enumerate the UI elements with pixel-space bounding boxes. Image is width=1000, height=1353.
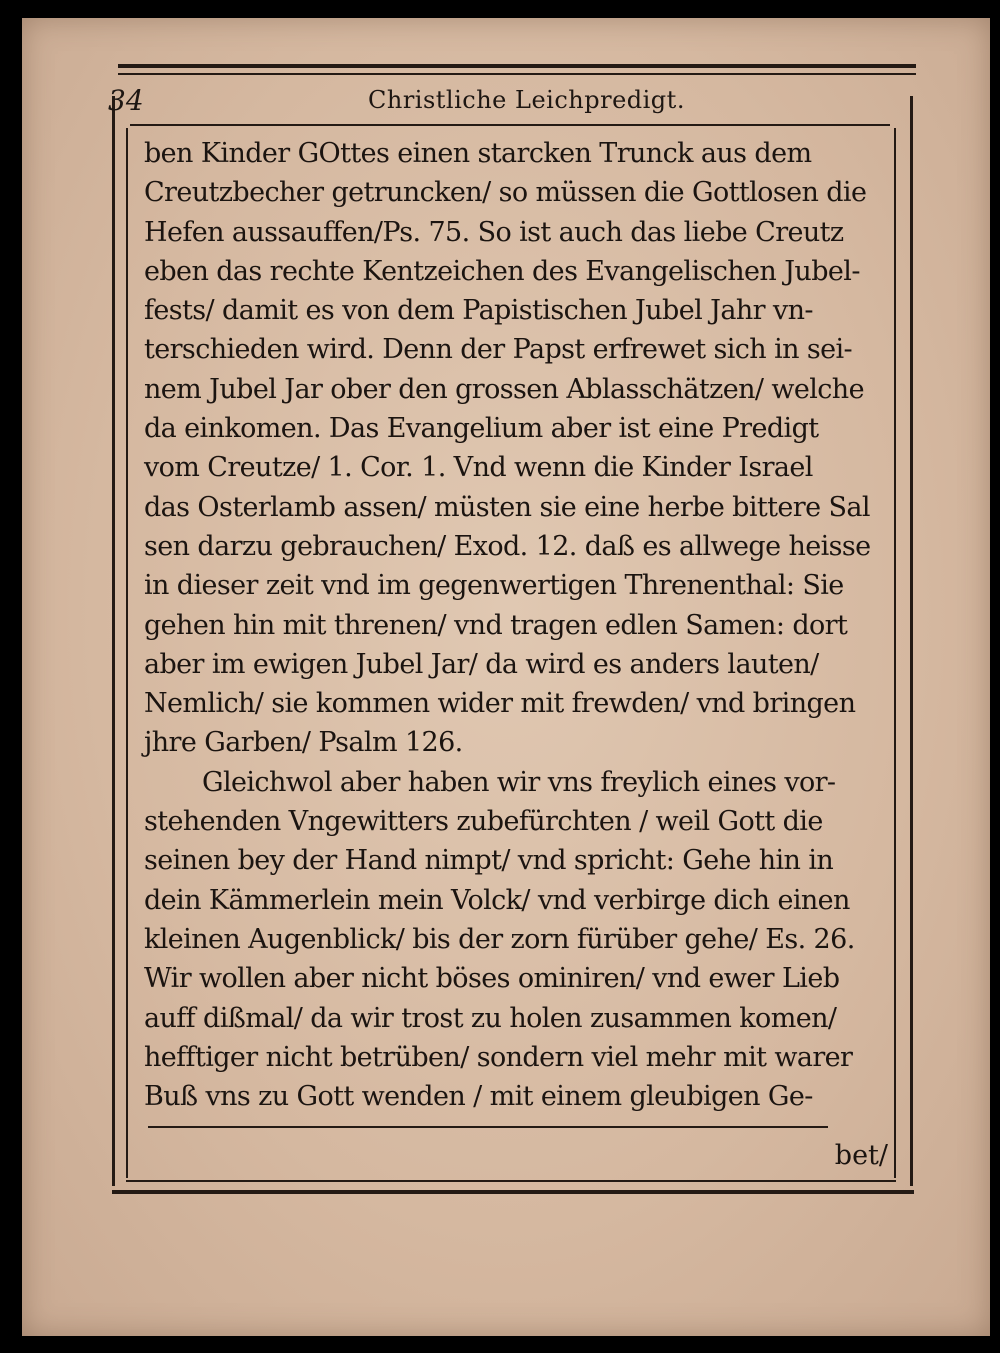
head-rule <box>130 124 890 126</box>
text-line: terschieden wird. Denn der Papst erfrewet sich in sei- <box>144 334 853 366</box>
text-line: da einkomen. Das Evangelium aber ist eine Predigt <box>144 413 819 445</box>
bottom-rule-inner <box>126 1180 896 1182</box>
text-line: vom Creutze/ 1. Cor. 1. Vnd wenn die Kinder Israel <box>144 452 813 484</box>
text-line: dein Kämmerlein mein Volck/ vnd verbirge dich einen <box>144 884 850 916</box>
text-bottom-rule <box>148 1126 828 1128</box>
text-line: seinen bey der Hand nimpt/ vnd spricht: Gehe hin in <box>144 845 834 877</box>
running-head <box>108 84 898 120</box>
text-line: Wir wollen aber nicht böses ominiren/ vnd ewer Lieb <box>144 963 840 995</box>
left-border-outer <box>112 96 115 1186</box>
running-head-title: Christliche Leichpredigt. <box>368 86 685 114</box>
text-line: jhre Garben/ Psalm 126. <box>144 727 463 759</box>
top-rule-outer <box>118 64 916 68</box>
text-line: nem Jubel Jar ober den grossen Ablasschätzen/ welche <box>144 373 864 405</box>
paragraph-start-line: Gleichwol aber haben wir vns freylich eines vor- <box>202 766 836 798</box>
body-text <box>144 134 884 1116</box>
text-line: gehen hin mit threnen/ vnd tragen edlen Samen: dort <box>144 609 848 641</box>
text-line: kleinen Augenblick/ bis der zorn fürüber gehe/ Es. 26. <box>144 923 855 955</box>
text-line: eben das rechte Kentzeichen des Evangelischen Jubel- <box>144 255 860 287</box>
left-border-inner <box>126 128 128 1178</box>
text-line: fests/ damit es von dem Papistischen Jubel Jahr vn- <box>144 295 813 327</box>
text-line: aber im ewigen Jubel Jar/ da wird es anders lauten/ <box>144 648 819 680</box>
text-line: hefftiger nicht betrüben/ sondern viel mehr mit warer <box>144 1041 853 1073</box>
top-rule-inner <box>118 73 916 75</box>
text-line: ben Kinder GOttes einen starcken Trunck aus dem <box>144 138 812 169</box>
text-line: auff dißmal/ da wir trost zu holen zusammen komen/ <box>144 1002 837 1034</box>
right-border-outer <box>910 96 913 1186</box>
catchword: bet/ <box>834 1140 888 1171</box>
text-line: das Osterlamb assen/ müsten sie eine herbe bittere Sal <box>144 491 870 523</box>
text-line: Nemlich/ sie kommen wider mit frewden/ vnd bringen <box>144 688 856 720</box>
text-line: Creutzbecher getruncken/ so müssen die Gottlosen die <box>144 177 867 209</box>
text-line: stehenden Vngewitters zubefürchten / weil Gott die <box>144 806 823 838</box>
right-border-inner <box>894 128 896 1178</box>
text-line: Hefen aussauffen/Ps. 75. So ist auch das liebe Creutz <box>144 216 844 248</box>
page-number: 34 <box>108 84 144 117</box>
text-line: in dieser zeit vnd im gegenwertigen Threnenthal: Sie <box>144 570 844 602</box>
text-line: Buß vns zu Gott wenden / mit einem gleubigen Ge- <box>144 1081 813 1113</box>
bottom-rule-outer <box>112 1190 914 1194</box>
text-line: sen darzu gebrauchen/ Exod. 12. daß es allwege heisse <box>144 530 871 562</box>
